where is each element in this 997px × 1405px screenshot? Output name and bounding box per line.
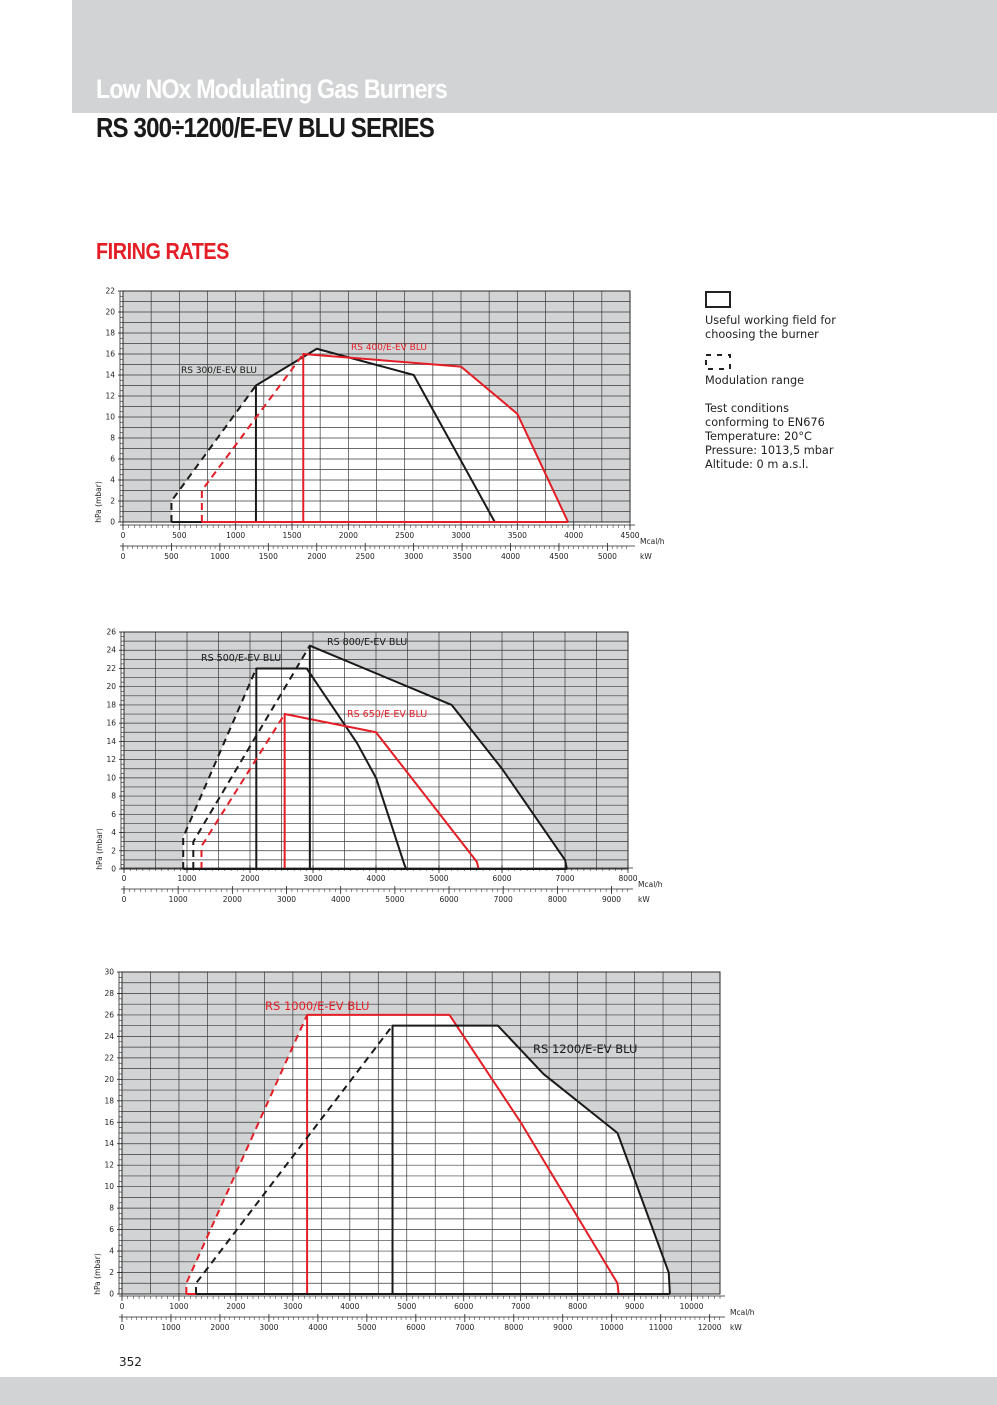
x-tick-label-mcal: 1000 [169,1302,189,1311]
series-label: RS 1000/E-EV BLU [265,999,370,1013]
page-title: Low NOx Modulating Gas Burners [96,74,447,104]
y-tick-label: 0 [111,864,116,874]
x-tick-label-mcal: 2000 [240,874,260,883]
series-label: RS 650/E-EV BLU [347,709,428,720]
x-tick-label-mcal: 3000 [283,1302,303,1311]
legend-useful-field: Useful working field for choosing the burner [705,314,836,341]
x-tick-label-mcal: 0 [119,1302,125,1311]
y-tick-label: 18 [106,700,116,710]
x-tick-label-kw: 3000 [259,1323,279,1332]
x-tick-label-mcal: 500 [172,531,187,540]
x-tick-label-kw: 3500 [452,552,472,561]
y-tick-label: 2 [110,496,115,506]
x-tick-label-kw: 5000 [597,552,617,561]
x-unit-kw: kW [638,895,650,904]
legend-modulation: Modulation range [705,374,805,387]
x-tick-label-mcal: 3000 [303,874,323,883]
legend-test-title: Test conditions conforming to EN676 [705,402,825,429]
x-tick-label-kw: 500 [164,552,179,561]
y-tick-label: 12 [106,755,116,765]
x-unit-kw: kW [730,1323,742,1332]
x-tick-label-kw: 8000 [504,1323,524,1332]
x-tick-label-kw: 1000 [168,895,188,904]
y-tick-label: 22 [106,663,116,673]
y-tick-label: 14 [105,370,115,380]
x-tick-label-kw: 8000 [547,895,567,904]
x-tick-label-mcal: 7000 [511,1302,531,1311]
x-tick-label-mcal: 5000 [397,1302,417,1311]
x-tick-label-kw: 3000 [404,552,424,561]
x-tick-label-mcal: 6000 [492,874,512,883]
x-tick-label-kw: 0 [121,895,127,904]
x-tick-label-mcal: 3000 [451,531,471,540]
y-tick-label: 8 [110,433,115,443]
dashed-box-icon [705,354,731,370]
y-tick-label: 20 [104,1074,114,1084]
y-axis-label: hPa (mbar) [93,1253,102,1295]
y-tick-label: 0 [109,1289,114,1299]
y-tick-label: 0 [110,517,115,527]
y-tick-label: 16 [104,1117,114,1127]
y-tick-label: 24 [104,1031,114,1041]
y-tick-label: 16 [106,718,116,728]
x-tick-label-kw: 1000 [210,552,230,561]
x-tick-label-mcal: 4000 [366,874,386,883]
x-tick-label-mcal: 0 [121,874,127,883]
y-tick-label: 20 [106,682,116,692]
x-tick-label-kw: 5000 [385,895,405,904]
y-tick-label: 6 [111,809,116,819]
series-label: RS 1200/E-EV BLU [533,1042,638,1056]
x-tick-label-kw: 4000 [500,552,521,561]
y-tick-label: 2 [109,1268,114,1278]
x-tick-label-mcal: 2000 [338,531,358,540]
x-tick-label-mcal: 9000 [625,1302,645,1311]
x-tick-label-kw: 0 [120,552,126,561]
x-tick-label-kw: 7000 [493,895,513,904]
x-tick-label-kw: 9000 [553,1323,573,1332]
x-tick-label-mcal: 4000 [340,1302,360,1311]
legend-temperature: Temperature: 20°C [705,430,812,443]
x-tick-label-kw: 9000 [601,895,622,904]
useful-field-symbol [705,291,731,308]
y-tick-label: 22 [105,286,115,296]
x-tick-label-kw: 1500 [258,552,278,561]
y-tick-label: 6 [109,1225,114,1235]
x-tick-label-mcal: 3500 [507,531,527,540]
x-tick-label-kw: 6000 [439,895,459,904]
x-tick-label-mcal: 5000 [429,874,449,883]
y-tick-label: 12 [104,1160,114,1170]
x-unit-mcal: Mcal/h [638,880,663,889]
y-tick-label: 18 [104,1096,114,1106]
series-label: RS 500/E-EV BLU [201,653,282,664]
x-tick-label-mcal: 8000 [618,874,638,883]
y-tick-label: 4 [110,475,115,485]
page-subtitle: RS 300÷1200/E-EV BLU SERIES [96,112,434,143]
x-unit-mcal: Mcal/h [640,537,665,546]
y-tick-label: 8 [111,791,116,801]
y-tick-label: 10 [105,412,115,422]
y-tick-label: 26 [106,627,116,637]
x-tick-label-mcal: 2500 [395,531,415,540]
legend [705,291,855,472]
page-number: 352 [119,1355,142,1369]
x-tick-label-kw: 11000 [648,1323,673,1332]
x-tick-label-mcal: 2000 [226,1302,246,1311]
x-tick-label-kw: 4500 [549,552,569,561]
x-tick-label-kw: 12000 [697,1323,722,1332]
x-tick-label-mcal: 0 [120,531,126,540]
x-tick-label-kw: 6000 [406,1323,426,1332]
x-tick-label-mcal: 4000 [564,531,584,540]
y-tick-label: 2 [111,846,116,856]
x-tick-label-mcal: 6000 [454,1302,474,1311]
x-unit-mcal: Mcal/h [730,1308,755,1317]
legend-pressure: Pressure: 1013,5 mbar [705,444,834,457]
legend-altitude: Altitude: 0 m a.s.l. [705,458,809,471]
y-tick-label: 6 [110,454,115,464]
y-tick-label: 14 [104,1139,114,1149]
x-tick-label-mcal: 7000 [555,874,575,883]
y-tick-label: 16 [105,349,115,359]
x-tick-label-kw: 2000 [222,895,242,904]
x-tick-label-kw: 1000 [161,1323,181,1332]
y-tick-label: 26 [104,1010,114,1020]
y-tick-label: 4 [111,828,116,838]
x-tick-label-kw: 3000 [276,895,297,904]
x-tick-label-kw: 0 [119,1323,125,1332]
y-axis-label: hPa (mbar) [94,481,103,523]
x-tick-label-kw: 2000 [210,1323,230,1332]
y-tick-label: 12 [105,391,115,401]
x-tick-label-mcal: 8000 [568,1302,588,1311]
x-tick-label-kw: 4000 [308,1323,328,1332]
series-label: RS 300/E-EV BLU [181,366,258,376]
x-tick-label-mcal: 1000 [177,874,197,883]
y-tick-label: 28 [104,988,114,998]
y-axis-label: hPa (mbar) [95,828,104,870]
x-tick-label-kw: 2500 [355,552,375,561]
y-tick-label: 8 [109,1203,114,1213]
y-tick-label: 10 [106,773,116,783]
y-tick-label: 20 [105,307,115,317]
y-tick-label: 30 [104,967,114,977]
x-tick-label-kw: 7000 [455,1323,475,1332]
x-tick-label-kw: 4000 [331,895,351,904]
x-unit-kw: kW [640,552,652,561]
x-tick-label-kw: 5000 [357,1323,377,1332]
x-tick-label-mcal: 1500 [282,531,302,540]
modulation-symbol [705,354,731,370]
y-tick-label: 22 [104,1053,114,1063]
series-label: RS 400/E-EV BLU [351,343,428,353]
section-title: FIRING RATES [96,238,229,264]
y-tick-label: 14 [106,736,116,746]
y-tick-label: 4 [109,1246,114,1256]
x-tick-label-mcal: 10000 [679,1302,704,1311]
y-tick-label: 24 [106,645,116,655]
x-tick-label-mcal: 1000 [226,531,246,540]
y-tick-label: 18 [105,328,115,338]
x-tick-label-mcal: 4500 [620,531,640,540]
footer-band [0,1377,997,1405]
x-tick-label-kw: 10000 [599,1323,624,1332]
series-label: RS 800/E-EV BLU [327,637,408,648]
y-tick-label: 10 [104,1182,114,1192]
x-tick-label-kw: 2000 [307,552,327,561]
